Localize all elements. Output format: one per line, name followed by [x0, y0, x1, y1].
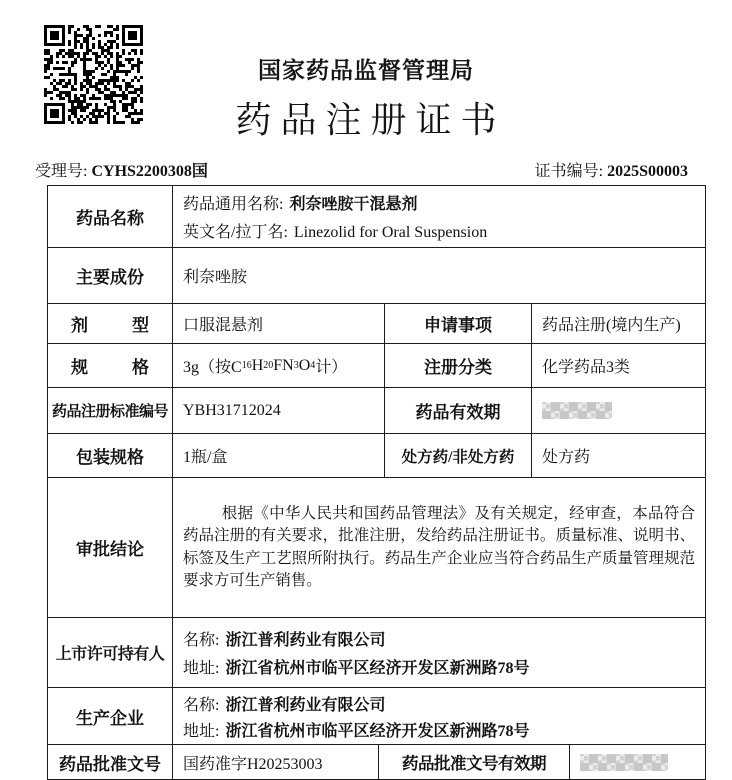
approval-number-label: 药品批准文号 [48, 745, 173, 779]
row-approval-conclusion [48, 478, 705, 618]
acceptance-value: CYHS2200308国 [91, 163, 208, 180]
row-mah [48, 618, 705, 688]
application-item-value: 药品注册(境内生产) [542, 317, 681, 334]
manufacturer-name-label: 名称: [183, 696, 220, 714]
manufacturer-address-value: 浙江省杭州市临平区经济开发区新洲路78号 [225, 722, 530, 740]
standard-number-label: 药品注册标准编号 [48, 388, 173, 433]
standard-number-value: YBH31712024 [183, 401, 281, 419]
drug-name-value [173, 186, 705, 247]
drug-validity-label: 药品有效期 [384, 388, 532, 433]
row-approval-number [48, 745, 705, 779]
mah-value [173, 618, 705, 687]
mah-name-label: 名称: [183, 632, 220, 649]
meta-row [35, 158, 688, 181]
approval-validity-value [570, 745, 705, 779]
manufacturer-address-label: 地址: [183, 722, 220, 740]
main-ingredient-label: 主要成份 [48, 248, 173, 303]
main-ingredient-value: 利奈唑胺 [183, 269, 248, 286]
acceptance-number [35, 158, 208, 181]
certificate-number-value: 2025S00003 [607, 163, 688, 180]
drug-validity-value [532, 388, 705, 433]
row-standard-number [48, 388, 705, 434]
row-package-spec [48, 434, 705, 478]
redacted-drug-validity [542, 402, 612, 419]
specification-label: 规 格 [48, 344, 173, 387]
specification-value: 3g（按C 16 H 20 FN 3 O 4 计） [183, 356, 348, 376]
acceptance-label: 受理号: [35, 163, 88, 180]
mah-label: 上市许可持有人 [48, 618, 173, 687]
drug-name-label: 药品名称 [48, 186, 173, 247]
package-spec-value: 1瓶/盒 [183, 449, 228, 466]
row-dosage-form [48, 304, 705, 344]
certificate-table [47, 185, 706, 780]
package-spec-label: 包装规格 [48, 434, 173, 477]
approval-validity-label: 药品批准文号有效期 [378, 745, 570, 779]
agency-name: 国家药品监督管理局 [258, 57, 474, 83]
redacted-approval-validity [580, 754, 668, 771]
manufacturer-label: 生产企业 [48, 688, 173, 744]
certificate-number [535, 158, 688, 181]
approval-conclusion-value: 根据《中华人民共和国药品管理法》及有关规定，经审查，本品符合药品注册的有关要求，批准注册，发给药品注册证书。质量标准、说明书、标签及生产工艺照所附执行。药品生产企业应当符合药品生产质量管理规范要求方可生产销售。 [183, 504, 695, 589]
latin-name-label: 英文名/拉丁名: [183, 224, 288, 241]
row-specification [48, 344, 705, 388]
generic-name-value: 利奈唑胺干混悬剂 [289, 196, 418, 213]
rx-type-value: 处方药 [542, 449, 591, 466]
certificate-title: 药品注册证书 [235, 100, 506, 140]
mah-address-label: 地址: [183, 660, 220, 677]
approval-conclusion-label: 审批结论 [48, 478, 173, 617]
generic-name-label: 药品通用名称: [183, 196, 284, 213]
row-manufacturer [48, 688, 705, 745]
application-item-label: 申请事项 [384, 304, 532, 343]
manufacturer-value [173, 688, 705, 744]
dosage-form-value: 口服混悬剂 [183, 317, 264, 334]
row-drug-name [48, 186, 705, 248]
mah-address-value: 浙江省杭州市临平区经济开发区新洲路78号 [225, 660, 530, 677]
latin-name-value: Linezolid for Oral Suspension [293, 224, 488, 241]
mah-name-value: 浙江普利药业有限公司 [225, 632, 386, 649]
certificate-number-label: 证书编号: [534, 163, 604, 180]
registration-class-value: 化学药品3类 [542, 359, 631, 376]
approval-number-value: 国药准字H20253003 [183, 755, 323, 773]
rx-type-label: 处方药/非处方药 [384, 434, 532, 477]
manufacturer-name-value: 浙江普利药业有限公司 [225, 696, 386, 714]
registration-class-label: 注册分类 [384, 344, 532, 387]
dosage-form-label: 剂 型 [48, 304, 173, 343]
row-main-ingredient [48, 248, 705, 304]
